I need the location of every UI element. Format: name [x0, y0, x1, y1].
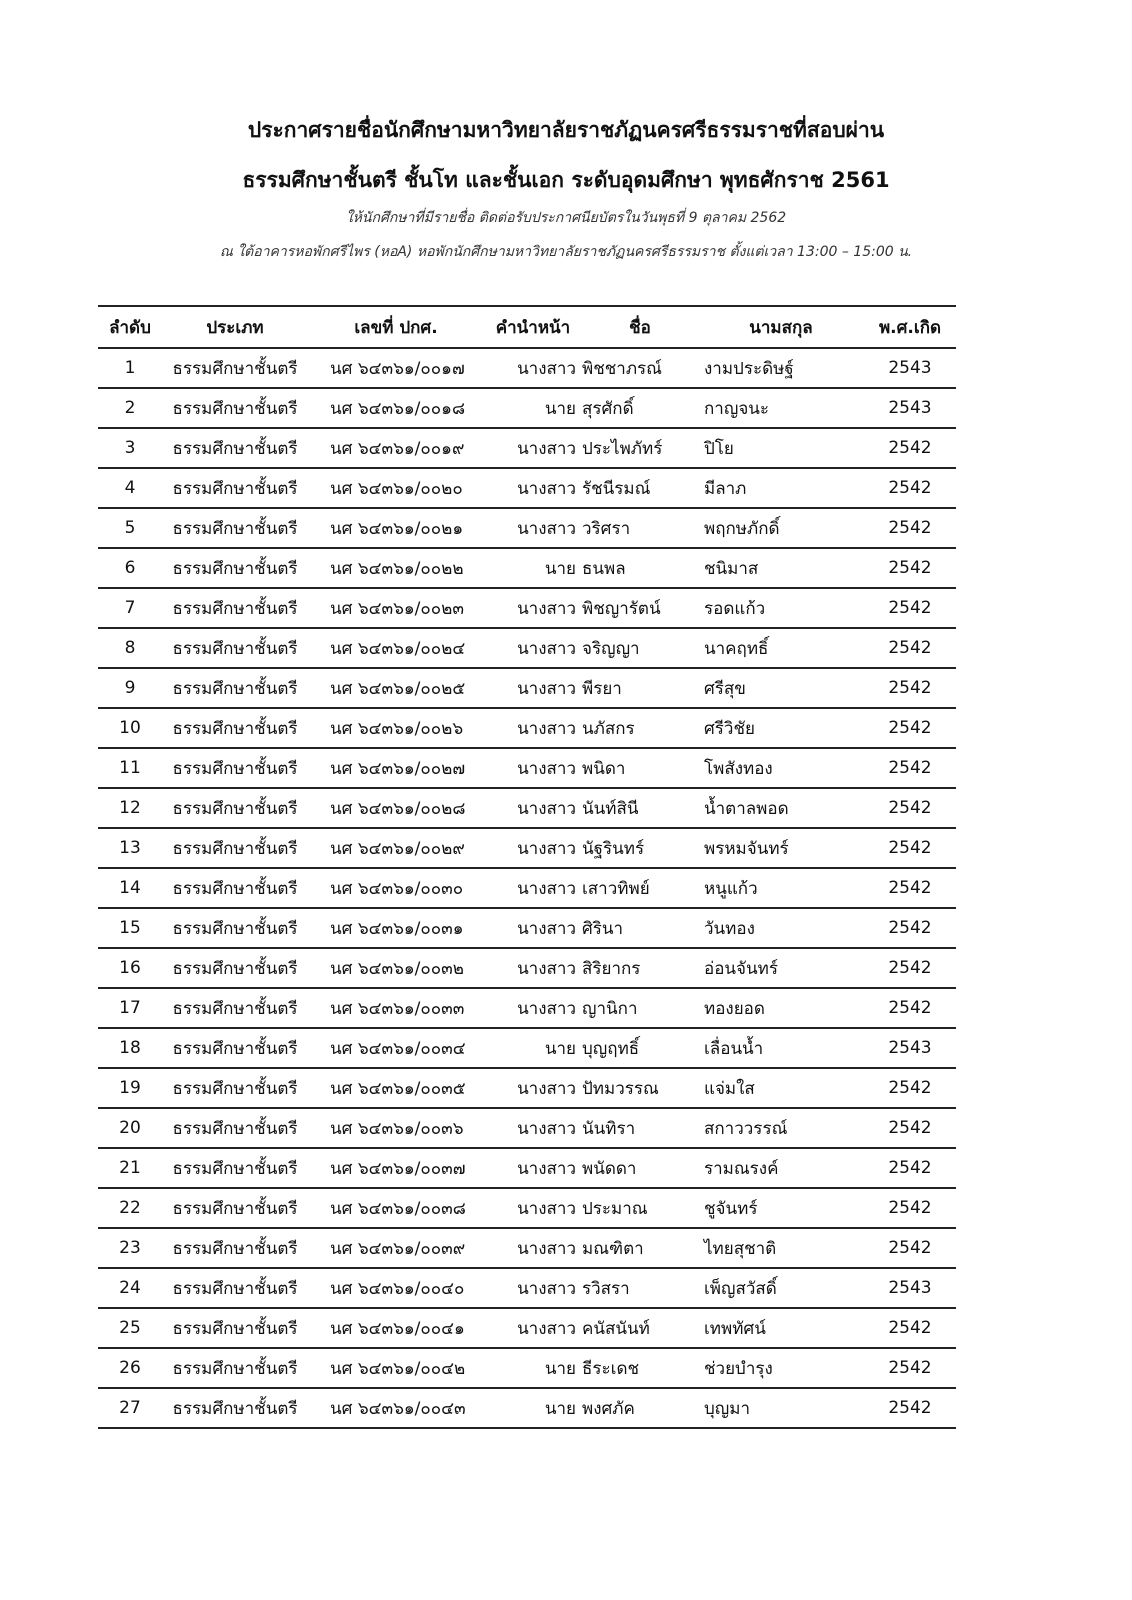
- cell-surname: พฤกษภักดิ์: [704, 518, 780, 539]
- cell-surname: ช่วยบำรุง: [704, 1358, 773, 1379]
- table-row: [98, 469, 956, 509]
- cell-surname: เพ็ญสวัสดิ์: [704, 1278, 777, 1299]
- cell-name: ธนพล: [582, 558, 626, 579]
- table-row: [98, 1349, 956, 1389]
- cell-surname: นาคฤทธิ์: [704, 638, 769, 659]
- cell-cert: นศ ๖๔๓๖๑/๐๐๒๐: [330, 478, 463, 499]
- cell-name: คนัสนันท์: [582, 1318, 650, 1339]
- cell-name: พีรยา: [582, 678, 622, 699]
- cell-no: 24: [119, 1278, 141, 1298]
- table-row: [98, 749, 956, 789]
- cell-surname: กาญจนะ: [704, 398, 770, 419]
- cell-surname: แจ่มใส: [704, 1078, 755, 1099]
- header-cert: เลขที่ ปกศ.: [354, 317, 438, 338]
- cell-no: 22: [119, 1198, 141, 1218]
- cell-cert: นศ ๖๔๓๖๑/๐๐๔๓: [330, 1398, 466, 1419]
- cell-prefix: นางสาว: [517, 438, 576, 459]
- cell-cert: นศ ๖๔๓๖๑/๐๐๒๕: [330, 678, 466, 699]
- cell-no: 12: [119, 798, 141, 818]
- cell-name: นภัสกร: [582, 718, 635, 739]
- header-surname: นามสกุล: [749, 317, 813, 338]
- cell-year: 2542: [888, 838, 932, 858]
- cell-name: ประไพภัทร์: [582, 438, 663, 459]
- cell-prefix: นางสาว: [517, 718, 576, 739]
- cell-prefix: นางสาว: [517, 998, 576, 1019]
- cell-surname: มีลาภ: [704, 478, 747, 499]
- table-row: [98, 349, 956, 389]
- cell-cert: นศ ๖๔๓๖๑/๐๐๔๑: [330, 1318, 465, 1339]
- cell-cert: นศ ๖๔๓๖๑/๐๐๔๐: [330, 1278, 465, 1299]
- cell-cert: นศ ๖๔๓๖๑/๐๐๒๑: [330, 518, 464, 539]
- cell-no: 2: [124, 398, 136, 418]
- cell-surname: พรหมจันทร์: [704, 838, 789, 859]
- cell-year: 2542: [888, 718, 932, 738]
- cell-type: ธรรมศึกษาชั้นตรี: [172, 1398, 298, 1419]
- cell-type: ธรรมศึกษาชั้นตรี: [172, 1278, 298, 1299]
- cell-year: 2542: [888, 1118, 932, 1138]
- cell-prefix: นาย: [544, 398, 576, 419]
- cell-no: 25: [119, 1318, 141, 1338]
- cell-name: ประมาณ: [582, 1198, 648, 1219]
- cell-cert: นศ ๖๔๓๖๑/๐๐๓๒: [330, 958, 464, 979]
- table-row: [98, 1029, 956, 1069]
- cell-name: ปัทมวรรณ: [582, 1078, 659, 1099]
- table-row: [98, 869, 956, 909]
- cell-no: 21: [119, 1158, 141, 1178]
- table-row: [98, 1149, 956, 1189]
- cell-type: ธรรมศึกษาชั้นตรี: [172, 358, 298, 379]
- cell-type: ธรรมศึกษาชั้นตรี: [172, 958, 298, 979]
- cell-name: รัชนีรมณ์: [582, 478, 651, 499]
- cell-prefix: นางสาว: [517, 878, 576, 899]
- cell-year: 2542: [888, 958, 932, 978]
- cell-type: ธรรมศึกษาชั้นตรี: [172, 678, 298, 699]
- table-header-row: [98, 307, 956, 349]
- cell-year: 2542: [888, 598, 932, 618]
- cell-cert: นศ ๖๔๓๖๑/๐๐๒๘: [330, 798, 466, 819]
- cell-name: พิชญารัตน์: [582, 598, 661, 619]
- cell-cert: นศ ๖๔๓๖๑/๐๐๑๗: [330, 358, 465, 379]
- cell-cert: นศ ๖๔๓๖๑/๐๐๒๓: [330, 598, 464, 619]
- cell-prefix: นาย: [544, 1398, 576, 1419]
- cell-no: 5: [124, 518, 136, 538]
- cell-name: พงศภัค: [582, 1398, 635, 1419]
- cell-no: 3: [124, 438, 136, 458]
- cell-type: ธรรมศึกษาชั้นตรี: [172, 1038, 298, 1059]
- cell-year: 2543: [888, 1038, 932, 1058]
- cell-type: ธรรมศึกษาชั้นตรี: [172, 598, 298, 619]
- cell-surname: สกาววรรณ์: [704, 1118, 788, 1139]
- cell-no: 15: [119, 918, 141, 938]
- table-row: [98, 629, 956, 669]
- cell-type: ธรรมศึกษาชั้นตรี: [172, 1158, 298, 1179]
- cell-cert: นศ ๖๔๓๖๑/๐๐๒๙: [330, 838, 465, 859]
- cell-name: เสาวทิพย์: [582, 878, 650, 899]
- cell-surname: งามประดิษฐ์: [704, 358, 794, 379]
- cell-year: 2542: [888, 798, 932, 818]
- table-row: [98, 1189, 956, 1229]
- cell-name: สิริยากร: [582, 958, 641, 979]
- cell-prefix: นางสาว: [517, 518, 576, 539]
- cell-cert: นศ ๖๔๓๖๑/๐๐๒๒: [330, 558, 464, 579]
- cell-no: 6: [124, 558, 136, 578]
- cell-type: ธรรมศึกษาชั้นตรี: [172, 718, 298, 739]
- cell-name: มณฑิตา: [582, 1238, 644, 1259]
- cell-no: 14: [119, 878, 141, 898]
- cell-year: 2542: [888, 478, 932, 498]
- cell-year: 2542: [888, 638, 932, 658]
- table-row: [98, 549, 956, 589]
- cell-prefix: นางสาว: [517, 478, 576, 499]
- cell-cert: นศ ๖๔๓๖๑/๐๐๑๙: [330, 438, 465, 459]
- cell-no: 4: [124, 478, 136, 498]
- cell-surname: ทองยอด: [704, 998, 765, 1019]
- cell-type: ธรรมศึกษาชั้นตรี: [172, 1198, 298, 1219]
- cell-year: 2542: [888, 1238, 932, 1258]
- cell-cert: นศ ๖๔๓๖๑/๐๐๓๖: [330, 1118, 464, 1139]
- cell-cert: นศ ๖๔๓๖๑/๐๐๒๗: [330, 758, 466, 779]
- cell-surname: วันทอง: [704, 918, 755, 939]
- document-title-line-1: ประกาศรายชื่อนักศึกษามหาวิทยาลัยราชภัฏนครศรีธรรมราชที่สอบผ่าน: [247, 118, 885, 142]
- table-row: [98, 1389, 956, 1429]
- cell-type: ธรรมศึกษาชั้นตรี: [172, 638, 298, 659]
- header-type: ประเภท: [206, 317, 264, 338]
- cell-year: 2542: [888, 1398, 932, 1418]
- cell-no: 8: [124, 638, 136, 658]
- cell-type: ธรรมศึกษาชั้นตรี: [172, 1078, 298, 1099]
- cell-type: ธรรมศึกษาชั้นตรี: [172, 1318, 298, 1339]
- cell-type: ธรรมศึกษาชั้นตรี: [172, 438, 298, 459]
- cell-prefix: นางสาว: [517, 958, 576, 979]
- cell-type: ธรรมศึกษาชั้นตรี: [172, 1358, 298, 1379]
- cell-no: 10: [119, 718, 141, 738]
- cell-surname: เลื่อนน้ำ: [704, 1038, 764, 1059]
- cell-type: ธรรมศึกษาชั้นตรี: [172, 758, 298, 779]
- cell-year: 2542: [888, 518, 932, 538]
- cell-no: 18: [119, 1038, 141, 1058]
- document-title-line-2: ธรรมศึกษาชั้นตรี ชั้นโท และชั้นเอก ระดับอุดมศึกษา พุทธศักราช 2561: [242, 168, 890, 192]
- cell-type: ธรรมศึกษาชั้นตรี: [172, 518, 298, 539]
- cell-prefix: นางสาว: [517, 838, 576, 859]
- cell-prefix: นางสาว: [517, 678, 576, 699]
- cell-type: ธรรมศึกษาชั้นตรี: [172, 798, 298, 819]
- table-row: [98, 989, 956, 1029]
- cell-no: 19: [119, 1078, 141, 1098]
- cell-no: 27: [119, 1398, 141, 1418]
- cell-prefix: นางสาว: [517, 1238, 576, 1259]
- table-row: [98, 509, 956, 549]
- cell-surname: ปิโย: [704, 438, 734, 459]
- cell-no: 23: [119, 1238, 141, 1258]
- header-no: ลำดับ: [109, 317, 151, 338]
- cell-prefix: นางสาว: [517, 638, 576, 659]
- cell-type: ธรรมศึกษาชั้นตรี: [172, 998, 298, 1019]
- cell-no: 20: [119, 1118, 141, 1138]
- cell-prefix: นาย: [544, 1358, 576, 1379]
- cell-prefix: นางสาว: [517, 358, 576, 379]
- cell-no: 16: [119, 958, 141, 978]
- cell-prefix: นางสาว: [517, 1318, 576, 1339]
- cell-name: พนัดดา: [582, 1158, 637, 1179]
- cell-surname: อ่อนจันทร์: [704, 958, 778, 979]
- cell-year: 2542: [888, 1318, 932, 1338]
- table-body: [98, 349, 956, 1429]
- cell-year: 2543: [888, 1278, 932, 1298]
- cell-cert: นศ ๖๔๓๖๑/๐๐๒๖: [330, 718, 464, 739]
- cell-year: 2543: [888, 358, 932, 378]
- cell-name: สุรศักดิ์: [582, 398, 634, 419]
- cell-name: นันท์สินี: [582, 798, 639, 819]
- cell-surname: ไทยสุชาติ: [704, 1238, 777, 1259]
- cell-surname: บุญมา: [704, 1398, 751, 1419]
- cell-cert: นศ ๖๔๓๖๑/๐๐๒๔: [330, 638, 466, 659]
- cell-surname: รอดแก้ว: [704, 598, 766, 619]
- table-row: [98, 669, 956, 709]
- cell-no: 13: [119, 838, 141, 858]
- cell-no: 17: [119, 998, 141, 1018]
- table-row: [98, 909, 956, 949]
- cell-prefix: นางสาว: [517, 918, 576, 939]
- cell-year: 2543: [888, 398, 932, 418]
- cell-name: วริศรา: [582, 518, 631, 539]
- cell-type: ธรรมศึกษาชั้นตรี: [172, 838, 298, 859]
- cell-type: ธรรมศึกษาชั้นตรี: [172, 478, 298, 499]
- document-subtitle-line-1: ให้นักศึกษาที่มีรายชื่อ ติดต่อรับประกาศนียบัตรในวันพุธที่ 9 ตุลาคม 2562: [345, 210, 787, 226]
- cell-prefix: นางสาว: [517, 598, 576, 619]
- cell-name: ธีระเดช: [582, 1358, 640, 1379]
- table-row: [98, 1269, 956, 1309]
- header-name: ชื่อ: [629, 317, 651, 338]
- cell-type: ธรรมศึกษาชั้นตรี: [172, 1118, 298, 1139]
- cell-name: นันทิรา: [582, 1118, 636, 1139]
- cell-cert: นศ ๖๔๓๖๑/๐๐๓๔: [330, 1038, 466, 1059]
- cell-cert: นศ ๖๔๓๖๑/๐๐๓๙: [330, 1238, 466, 1259]
- cell-no: 11: [119, 758, 141, 778]
- cell-cert: นศ ๖๔๓๖๑/๐๐๔๒: [330, 1358, 466, 1379]
- cell-prefix: นางสาว: [517, 798, 576, 819]
- table-row: [98, 1309, 956, 1349]
- cell-prefix: นางสาว: [517, 1118, 576, 1139]
- table-row: [98, 709, 956, 749]
- cell-prefix: นางสาว: [517, 1078, 576, 1099]
- cell-year: 2542: [888, 678, 932, 698]
- cell-no: 1: [124, 358, 136, 378]
- document-subtitle-line-2: ณ ใต้อาคารหอพักศรีไพร (หอA) หอพักนักศึกษามหาวิทยาลัยราชภัฏนครศรีธรรมราช ตั้งแต่เวลา 13:00 – 15:00 น.: [219, 244, 913, 260]
- table-row: [98, 429, 956, 469]
- cell-prefix: นางสาว: [517, 1158, 576, 1179]
- table-row: [98, 1109, 956, 1149]
- cell-year: 2542: [888, 1358, 932, 1378]
- table-row: [98, 829, 956, 869]
- table-row: [98, 1229, 956, 1269]
- cell-name: บุญฤทธิ์: [582, 1038, 640, 1059]
- cell-no: 9: [124, 678, 136, 698]
- cell-year: 2542: [888, 1078, 932, 1098]
- cell-surname: ศรีวิชัย: [704, 718, 755, 739]
- cell-name: ศิรินา: [582, 918, 624, 939]
- table-row: [98, 949, 956, 989]
- cell-type: ธรรมศึกษาชั้นตรี: [172, 918, 298, 939]
- cell-name: พนิดา: [582, 758, 626, 779]
- cell-name: นัฐรินทร์: [582, 838, 645, 859]
- cell-name: จริญญา: [582, 638, 640, 659]
- cell-type: ธรรมศึกษาชั้นตรี: [172, 398, 298, 419]
- cell-surname: โพสังทอง: [704, 758, 773, 779]
- cell-surname: ชนิมาส: [704, 558, 759, 579]
- cell-cert: นศ ๖๔๓๖๑/๐๐๓๕: [330, 1078, 466, 1099]
- cell-year: 2542: [888, 558, 932, 578]
- cell-year: 2542: [888, 1158, 932, 1178]
- cell-year: 2542: [888, 918, 932, 938]
- cell-prefix: นาย: [544, 558, 576, 579]
- cell-year: 2542: [888, 1198, 932, 1218]
- cell-name: ญานิกา: [582, 998, 638, 1019]
- results-table: [98, 305, 956, 1429]
- cell-name: รวิสรา: [582, 1278, 630, 1299]
- cell-surname: ชูจันทร์: [704, 1198, 758, 1219]
- table-row: [98, 789, 956, 829]
- cell-prefix: นางสาว: [517, 758, 576, 779]
- cell-name: พิชชาภรณ์: [582, 358, 662, 379]
- cell-prefix: นางสาว: [517, 1278, 576, 1299]
- cell-type: ธรรมศึกษาชั้นตรี: [172, 1238, 298, 1259]
- table-row: [98, 589, 956, 629]
- cell-surname: น้ำตาลพอด: [704, 798, 789, 819]
- header-year: พ.ศ.เกิด: [878, 317, 942, 338]
- table-row: [98, 1069, 956, 1109]
- cell-cert: นศ ๖๔๓๖๑/๐๐๓๗: [330, 1158, 466, 1179]
- header-prefix: คำนำหน้า: [495, 317, 571, 338]
- cell-type: ธรรมศึกษาชั้นตรี: [172, 878, 298, 899]
- cell-surname: รามณรงค์: [704, 1158, 779, 1179]
- cell-cert: นศ ๖๔๓๖๑/๐๐๓๓: [330, 998, 465, 1019]
- table-row: [98, 389, 956, 429]
- cell-prefix: นางสาว: [517, 1198, 576, 1219]
- cell-surname: หนูแก้ว: [704, 878, 758, 899]
- cell-cert: นศ ๖๔๓๖๑/๐๐๓๐: [330, 878, 464, 899]
- cell-cert: นศ ๖๔๓๖๑/๐๐๓๘: [330, 1198, 466, 1219]
- cell-type: ธรรมศึกษาชั้นตรี: [172, 558, 298, 579]
- cell-cert: นศ ๖๔๓๖๑/๐๐๑๘: [330, 398, 466, 419]
- cell-no: 7: [124, 598, 136, 618]
- cell-no: 26: [119, 1358, 141, 1378]
- cell-cert: นศ ๖๔๓๖๑/๐๐๓๑: [330, 918, 464, 939]
- cell-year: 2542: [888, 438, 932, 458]
- cell-surname: ศรีสุข: [704, 678, 746, 699]
- cell-year: 2542: [888, 878, 932, 898]
- cell-prefix: นาย: [544, 1038, 576, 1059]
- cell-surname: เทพทัศน์: [704, 1318, 766, 1339]
- cell-year: 2542: [888, 998, 932, 1018]
- cell-year: 2542: [888, 758, 932, 778]
